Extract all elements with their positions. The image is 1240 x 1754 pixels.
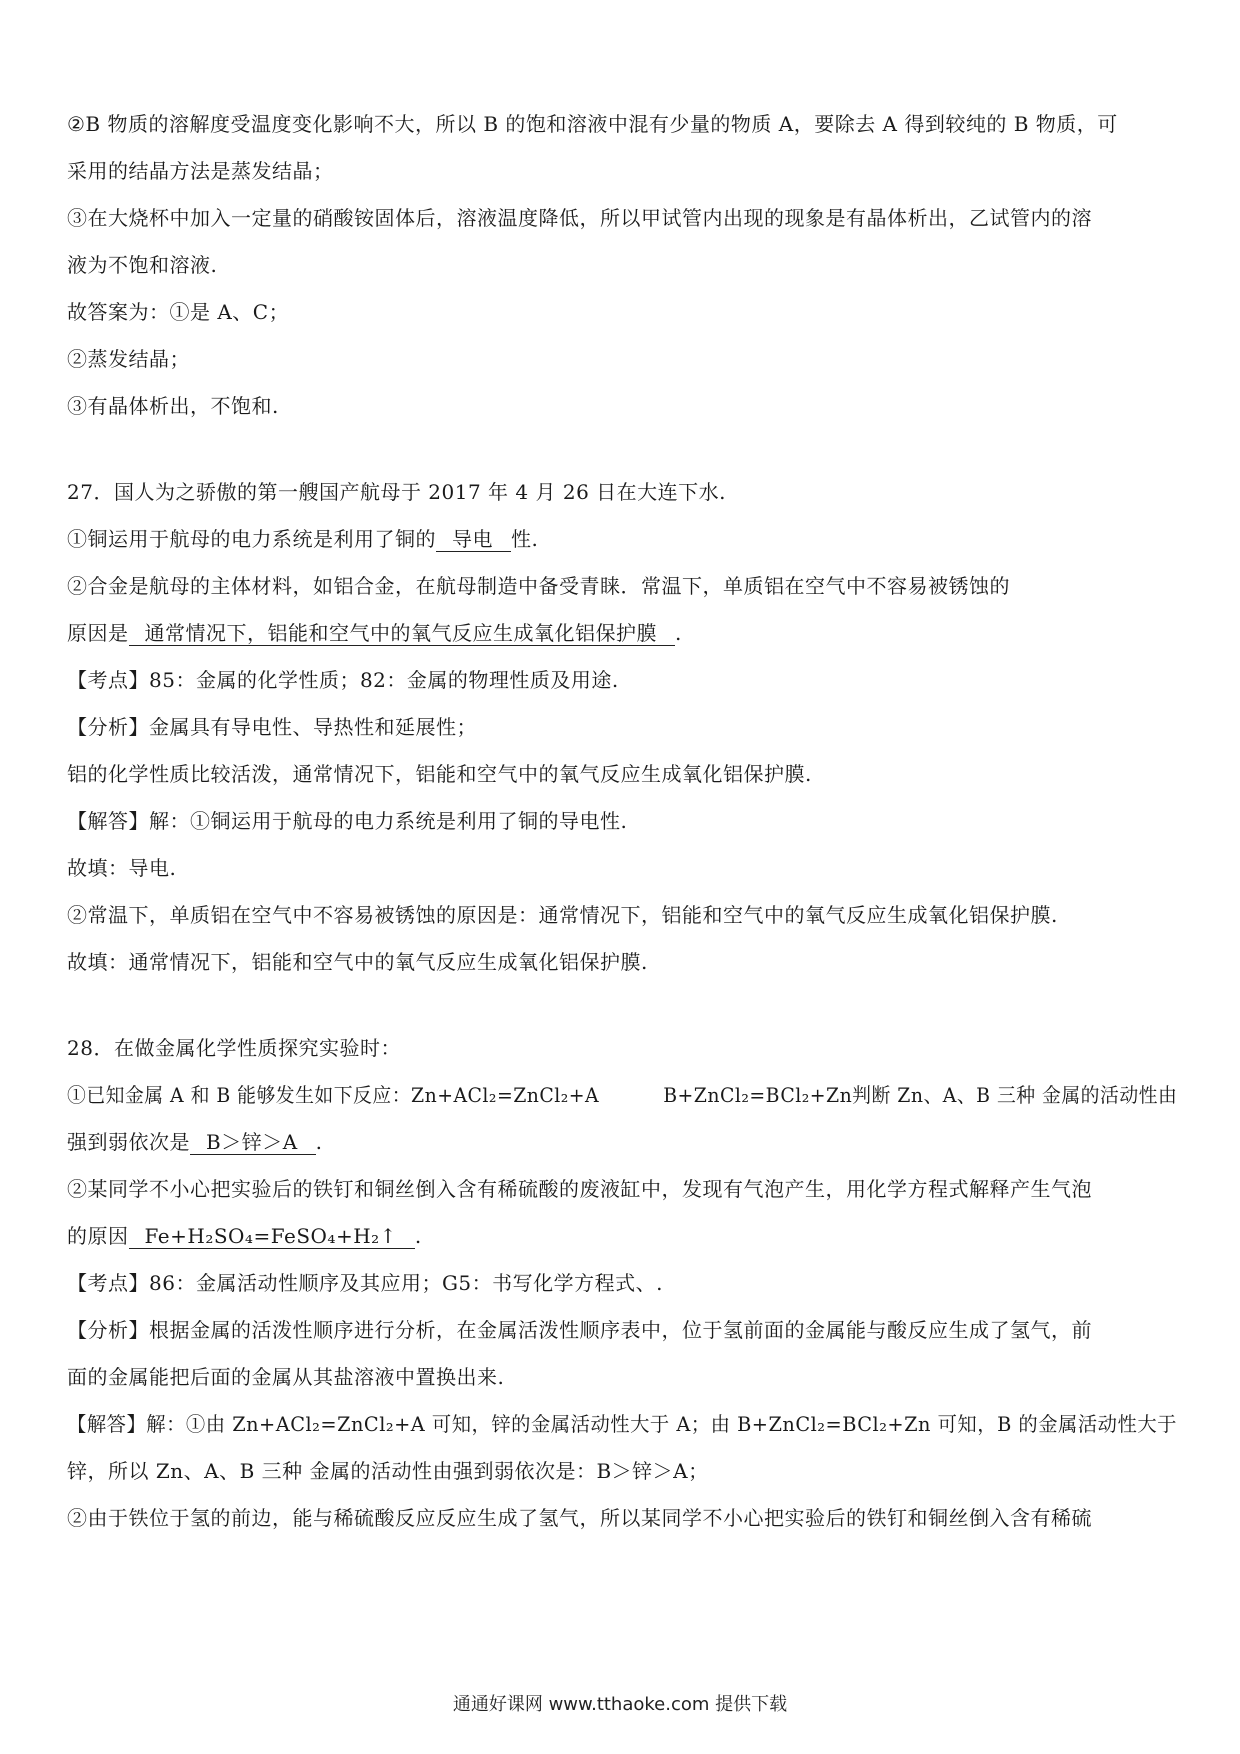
answer-line: ③有晶体析出，不饱和. [67, 394, 279, 418]
fenxi-line: 【分析】金属具有导电性、导热性和延展性； [67, 715, 477, 739]
document-page [67, 0, 1177, 1754]
text-line: ③在大烧杯中加入一定量的硝酸铵固体后，溶液温度降低，所以甲试管内出现的现象是有晶体析出，乙试管内的溶 [67, 206, 1092, 230]
question-28-part-2: ②某同学不小心把实验后的铁钉和铜丝倒入含有稀硫酸的废液缸中，发现有气泡产生，用化学方程式解释产生气泡 [67, 1177, 1092, 1201]
fill-line: 故填：导电. [67, 856, 177, 880]
fill-in-answer: Fe+H₂SO₄=FeSO₄+H₂↑ [129, 1224, 415, 1249]
text-segment: ①已知金属 A 和 B 能够发生如下反应： [67, 1083, 412, 1107]
question-27-part-1 [67, 525, 538, 553]
fenxi-line: 铝的化学性质比较活泼，通常情况下，铝能和空气中的氧气反应生成氧化铝保护膜. [67, 762, 812, 786]
fill-in-answer: 导电 [436, 527, 511, 552]
jieda-line: ②常温下，单质铝在空气中不容易被锈蚀的原因是：通常情况下，铝能和空气中的氧气反应生成氧化铝保护膜. [67, 903, 1058, 927]
text-line: ②B 物质的溶解度受温度变化影响不大，所以 B 的饱和溶液中混有少量的物质 A，要除去 A 得到较纯的 B 物质，可 [67, 112, 1118, 136]
question-27-part-2: ②合金是航母的主体材料，如铝合金，在航母制造中备受青睐．常温下，单质铝在空气中不容易被锈蚀的 [67, 574, 1010, 598]
kaodian-line: 【考点】85：金属的化学性质；82：金属的物理性质及用途. [67, 668, 619, 692]
page-footer: 通通好课网 www.tthaoke.com 提供下载 [452, 1694, 788, 1715]
question-28-part-1-cont [67, 1128, 323, 1156]
text-segment: 强到弱依次是 [67, 1130, 190, 1154]
text-line: 液为不饱和溶液. [67, 253, 218, 277]
text-segment: 原因是 [67, 621, 129, 645]
text-segment: 性. [511, 527, 539, 551]
fenxi-line: 面的金属能把后面的金属从其盐溶液中置换出来. [67, 1365, 505, 1389]
answer-line: 故答案为：①是 A、C； [67, 300, 290, 324]
text-segment: 的原因 [67, 1224, 129, 1248]
fill-in-answer: 通常情况下，铝能和空气中的氧气反应生成氧化铝保护膜 [129, 621, 676, 646]
question-28-stem: 28．在做金属化学性质探究实验时： [67, 1036, 401, 1060]
jieda-line: 锌，所以 Zn、A、B 三种 金属的活动性由强到弱依次是：B＞锌＞A； [67, 1459, 709, 1483]
jieda-line: 【解答】解：①由 Zn+ACl₂=ZnCl₂+A 可知，锌的金属活动性大于 A；由 B+ZnCl₂=BCl₂+Zn 可知，B 的金属活动性大于 [67, 1412, 1177, 1436]
fill-in-answer: B＞锌＞A [190, 1130, 316, 1155]
jieda-line: ②由于铁位于氢的前边，能与稀硫酸反应反应生成了氢气，所以某同学不小心把实验后的铁钉和铜丝倒入含有稀硫 [67, 1506, 1092, 1530]
question-28-part-1 [67, 1081, 1177, 1109]
text-segment: 判断 Zn、A、B 三种 金属的活动性由 [852, 1083, 1178, 1107]
jieda-line: 【解答】解：①铜运用于航母的电力系统是利用了铜的导电性. [67, 809, 628, 833]
fill-line: 故填：通常情况下，铝能和空气中的氧气反应生成氧化铝保护膜. [67, 950, 648, 974]
question-28-part-2-cont [67, 1222, 422, 1250]
question-27-part-2-cont [67, 619, 682, 647]
question-27-stem: 27．国人为之骄傲的第一艘国产航母于 2017 年 4 月 26 日在大连下水. [67, 480, 727, 504]
text-segment: . [675, 621, 682, 645]
equation: Zn+ACl₂=ZnCl₂+A [411, 1083, 600, 1107]
text-segment: . [315, 1130, 323, 1154]
text-segment: . [414, 1224, 422, 1248]
text-segment: ①铜运用于航母的电力系统是利用了铜的 [67, 527, 436, 551]
text-line: 采用的结晶方法是蒸发结晶； [67, 159, 334, 183]
fenxi-line: 【分析】根据金属的活泼性顺序进行分析，在金属活泼性顺序表中，位于氢前面的金属能与酸反应生成了氢气，前 [67, 1318, 1092, 1342]
kaodian-line: 【考点】86：金属活动性顺序及其应用；G5：书写化学方程式、. [67, 1271, 664, 1295]
answer-line: ②蒸发结晶； [67, 347, 190, 371]
equation: B+ZnCl₂=BCl₂+Zn [663, 1083, 853, 1107]
